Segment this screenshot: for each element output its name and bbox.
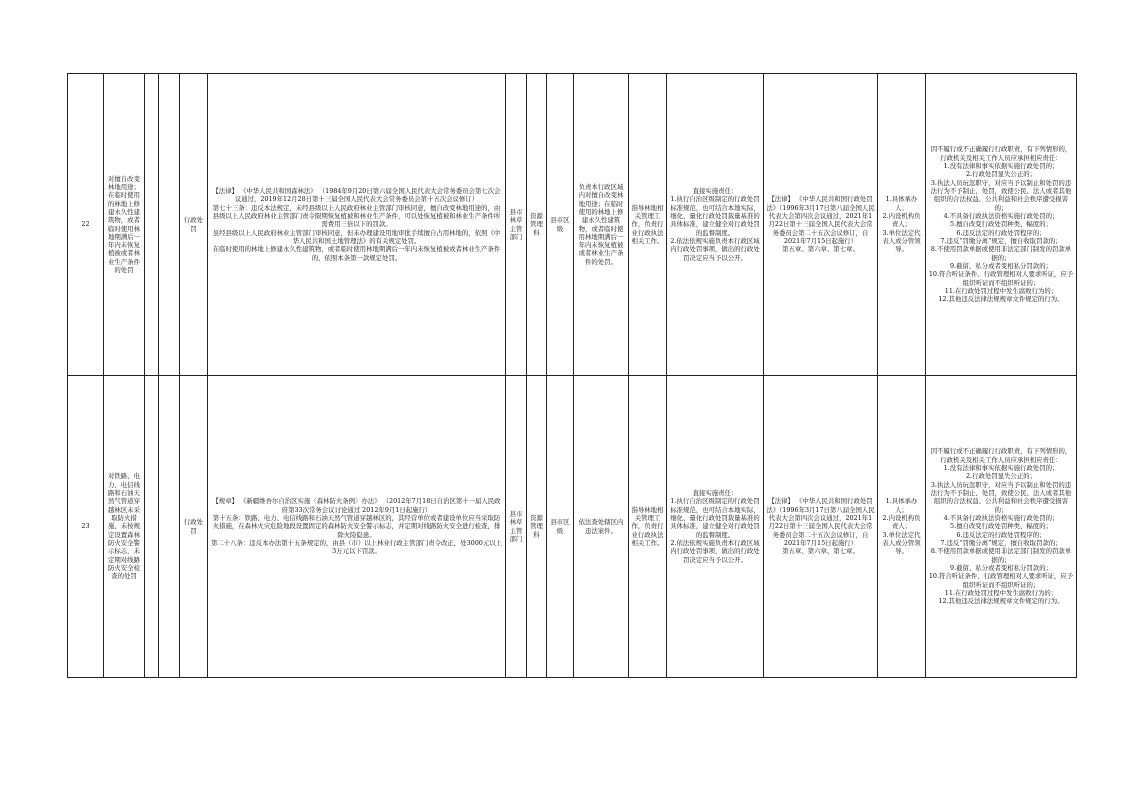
legal-basis: 【规章】 《新疆维吾尔自治区实施〈森林防火条例〉办法》 （2012年7月18日自治区第十一届人民政府第33次常务会议讨论通过 2012年9月1日起施行） 第十五条：铁路、电力、电信线路和石油天然气管道穿越林区的，其经营单位或者建设单位应当采取防火措施，在森林火灾危险地段设置固定的森林防火安全警示标志，并定期对线路防火安全进行检查，排除火险隐患。 第二十八条：违反本办法第十五条规定的，由县（市）以上林业行政主管部门责令改正，处3000元以上3万元以下罚款。 [208, 376, 506, 678]
responsible-subject: 1.具体承办人； 2.内设机构负责人； 3.单位法定代表人或分管领导。 [878, 74, 926, 376]
accountability-cases: 因不履行或不正确履行行政职责，有下列情形的，行政机关及相关工作人员应承担相应责任： 1.没有法律和事实依据实施行政处罚的； 2.行政处罚显失公正的； 3.执法人员玩忽职守，对应当予以制止和处罚的违法行为不予制止、处罚，致使公民、法人或者其他组织的合法权益、公共利益和社会秩序遭受损害的； 4.不具备行政执法资格实施行政处罚的； 5.擅自改变行政处罚种类、幅度的； 6.违反法定的行政处罚程序的； 7.违反“罚缴分离”规定，擅自收取罚款的； 8.不使用罚款单据或使用非法定部门制发的罚款单据的； 9.截留、私分或者变相私分罚款的； 10.符合听证条件、行政管理相对人要求听证，应予组织听证而不组织听证的； 11.在行政处罚过程中发生腐败行为的； 12.其他违反法律法规规章文件规定的行为。 [926, 376, 1077, 678]
responsible-subject: 1.具体承办人； 2.内设机构负责人； 3.单位法定代表人或分管领导。 [878, 376, 926, 678]
row-number: 22 [68, 74, 104, 376]
level: 县市区级 [547, 74, 574, 376]
department: 县市林草主管部门 [506, 376, 527, 678]
duty: 指导林地相关管理工作，负责行业行政执法相关工作。 [629, 74, 667, 376]
accountability-basis: 【法律】 《中华人民共和国行政处罚法》（1996年3月17日第八届全国人民代表大会第四次会议通过，2021年1月22日第十三届全国人民代表大会常务委员会第二十五次会议修订，自2021年7月15日起施行） 第五章、第六章、第七章。 [764, 376, 878, 678]
scope: 依法查处辖区内违法案件。 [574, 376, 629, 678]
code-cell [159, 74, 180, 376]
table-row [68, 376, 1077, 678]
level: 县市区级 [547, 376, 574, 678]
item-type: 行政处罚 [180, 74, 208, 376]
item-type: 行政处罚 [180, 376, 208, 678]
department: 县市林草主管部门 [506, 74, 527, 376]
responsibility-table [67, 73, 1077, 678]
subitem-cell [145, 376, 159, 678]
office: 资源管理科 [527, 74, 547, 376]
item-name: 对铁路、电力、电信线路和石油天然气管道穿越林区未采取防火措施、未按规定设置森林防火安全警示标志，未定期对线路防火安全检查的处罚 [104, 376, 145, 678]
measures: 直接实施责任： 1.执行自治区级制定的行政处罚标准规范，也可结合本地实际，细化、量化行政处罚裁量基准的具体标准，建立健全对行政处罚的监督制度。 2.依法依规实施负责本行政区域内行政处罚事项，做出的行政处罚决定应当予以公开。 [667, 74, 764, 376]
legal-basis: 【法律】 《中华人民共和国森林法》 （1984年9月20日第六届全国人民代表大会常务委员会第七次会议通过，2019年12月28日第十三届全国人民代表大会常务委员会第十五次会议修订） 第七十三条：违反本法规定，未经县级以上人民政府林业主管部门审核同意，擅自改变林地用途的，由县级以上人民政府林业主管部门责令限期恢复植被和林业生产条件，可以处恢复植被和林业生产条件所需费用三倍以下的罚款。 虽经县级以上人民政府林业主管部门审核同意，但未办理建设用地审批手续擅自占用林地的，依照《中华人民共和国土地管理法》的有关规定处罚。 在临时使用的林地上修建永久性建筑物，或者临时使用林地期满后一年内未恢复植被或者林业生产条件的，依照本条第一款规定处罚。 [208, 74, 506, 376]
accountability-basis: 【法律】 《中华人民共和国行政处罚法》（1996年3月17日第八届全国人民代表大会第四次会议通过，2021年1月22日第十三届全国人民代表大会常务委员会第二十五次会议修订，自2021年7月15日起施行） 第五章、第六章、第七章。 [764, 74, 878, 376]
scope: 负责本行政区域内对擅自改变林地用途；在临时使用的林地上修建永久性建筑物，或者临时使用林地期满后一年内未恢复植被或者林业生产条件的处罚。 [574, 74, 629, 376]
duty: 指导林地相关管理工作，负责行业行政执法相关工作。 [629, 376, 667, 678]
office: 资源管理科 [527, 376, 547, 678]
row-number: 23 [68, 376, 104, 678]
subitem-cell [145, 74, 159, 376]
measures: 直接实施责任： 1.执行自治区级制定的行政处罚标准规范，也可结合本地实际，细化、量化行政处罚裁量基准的具体标准，建立健全对行政处罚的监督制度。 2.依法依规实施负责本行政区域内行政处罚事项，做出的行政处罚决定应当予以公开。 [667, 376, 764, 678]
item-name: 对擅自改变林地用途；在临时使用的林地上修建永久性建筑物，或者临时使用林地期满后一年内未恢复植被或者林业生产条件的处罚 [104, 74, 145, 376]
accountability-cases: 因不履行或不正确履行行政职责，有下列情形的，行政机关及相关工作人员应承担相应责任： 1.没有法律和事实依据实施行政处罚的； 2.行政处罚显失公正的； 3.执法人员玩忽职守，对应当予以制止和处罚的违法行为不予制止、处罚，致使公民、法人或者其他组织的合法权益、公共利益和社会秩序遭受损害的； 4.不具备行政执法资格实施行政处罚的； 5.擅自改变行政处罚种类、幅度的； 6.违反法定的行政处罚程序的； 7.违反“罚缴分离”规定，擅自收取罚款的； 8.不使用罚款单据或使用非法定部门制发的罚款单据的； 9.截留、私分或者变相私分罚款的； 10.符合听证条件、行政管理相对人要求听证，应予组织听证而不组织听证的； 11.在行政处罚过程中发生腐败行为的； 12.其他违反法律法规规章文件规定的行为。 [926, 74, 1077, 376]
code-cell [159, 376, 180, 678]
table-row [68, 74, 1077, 376]
